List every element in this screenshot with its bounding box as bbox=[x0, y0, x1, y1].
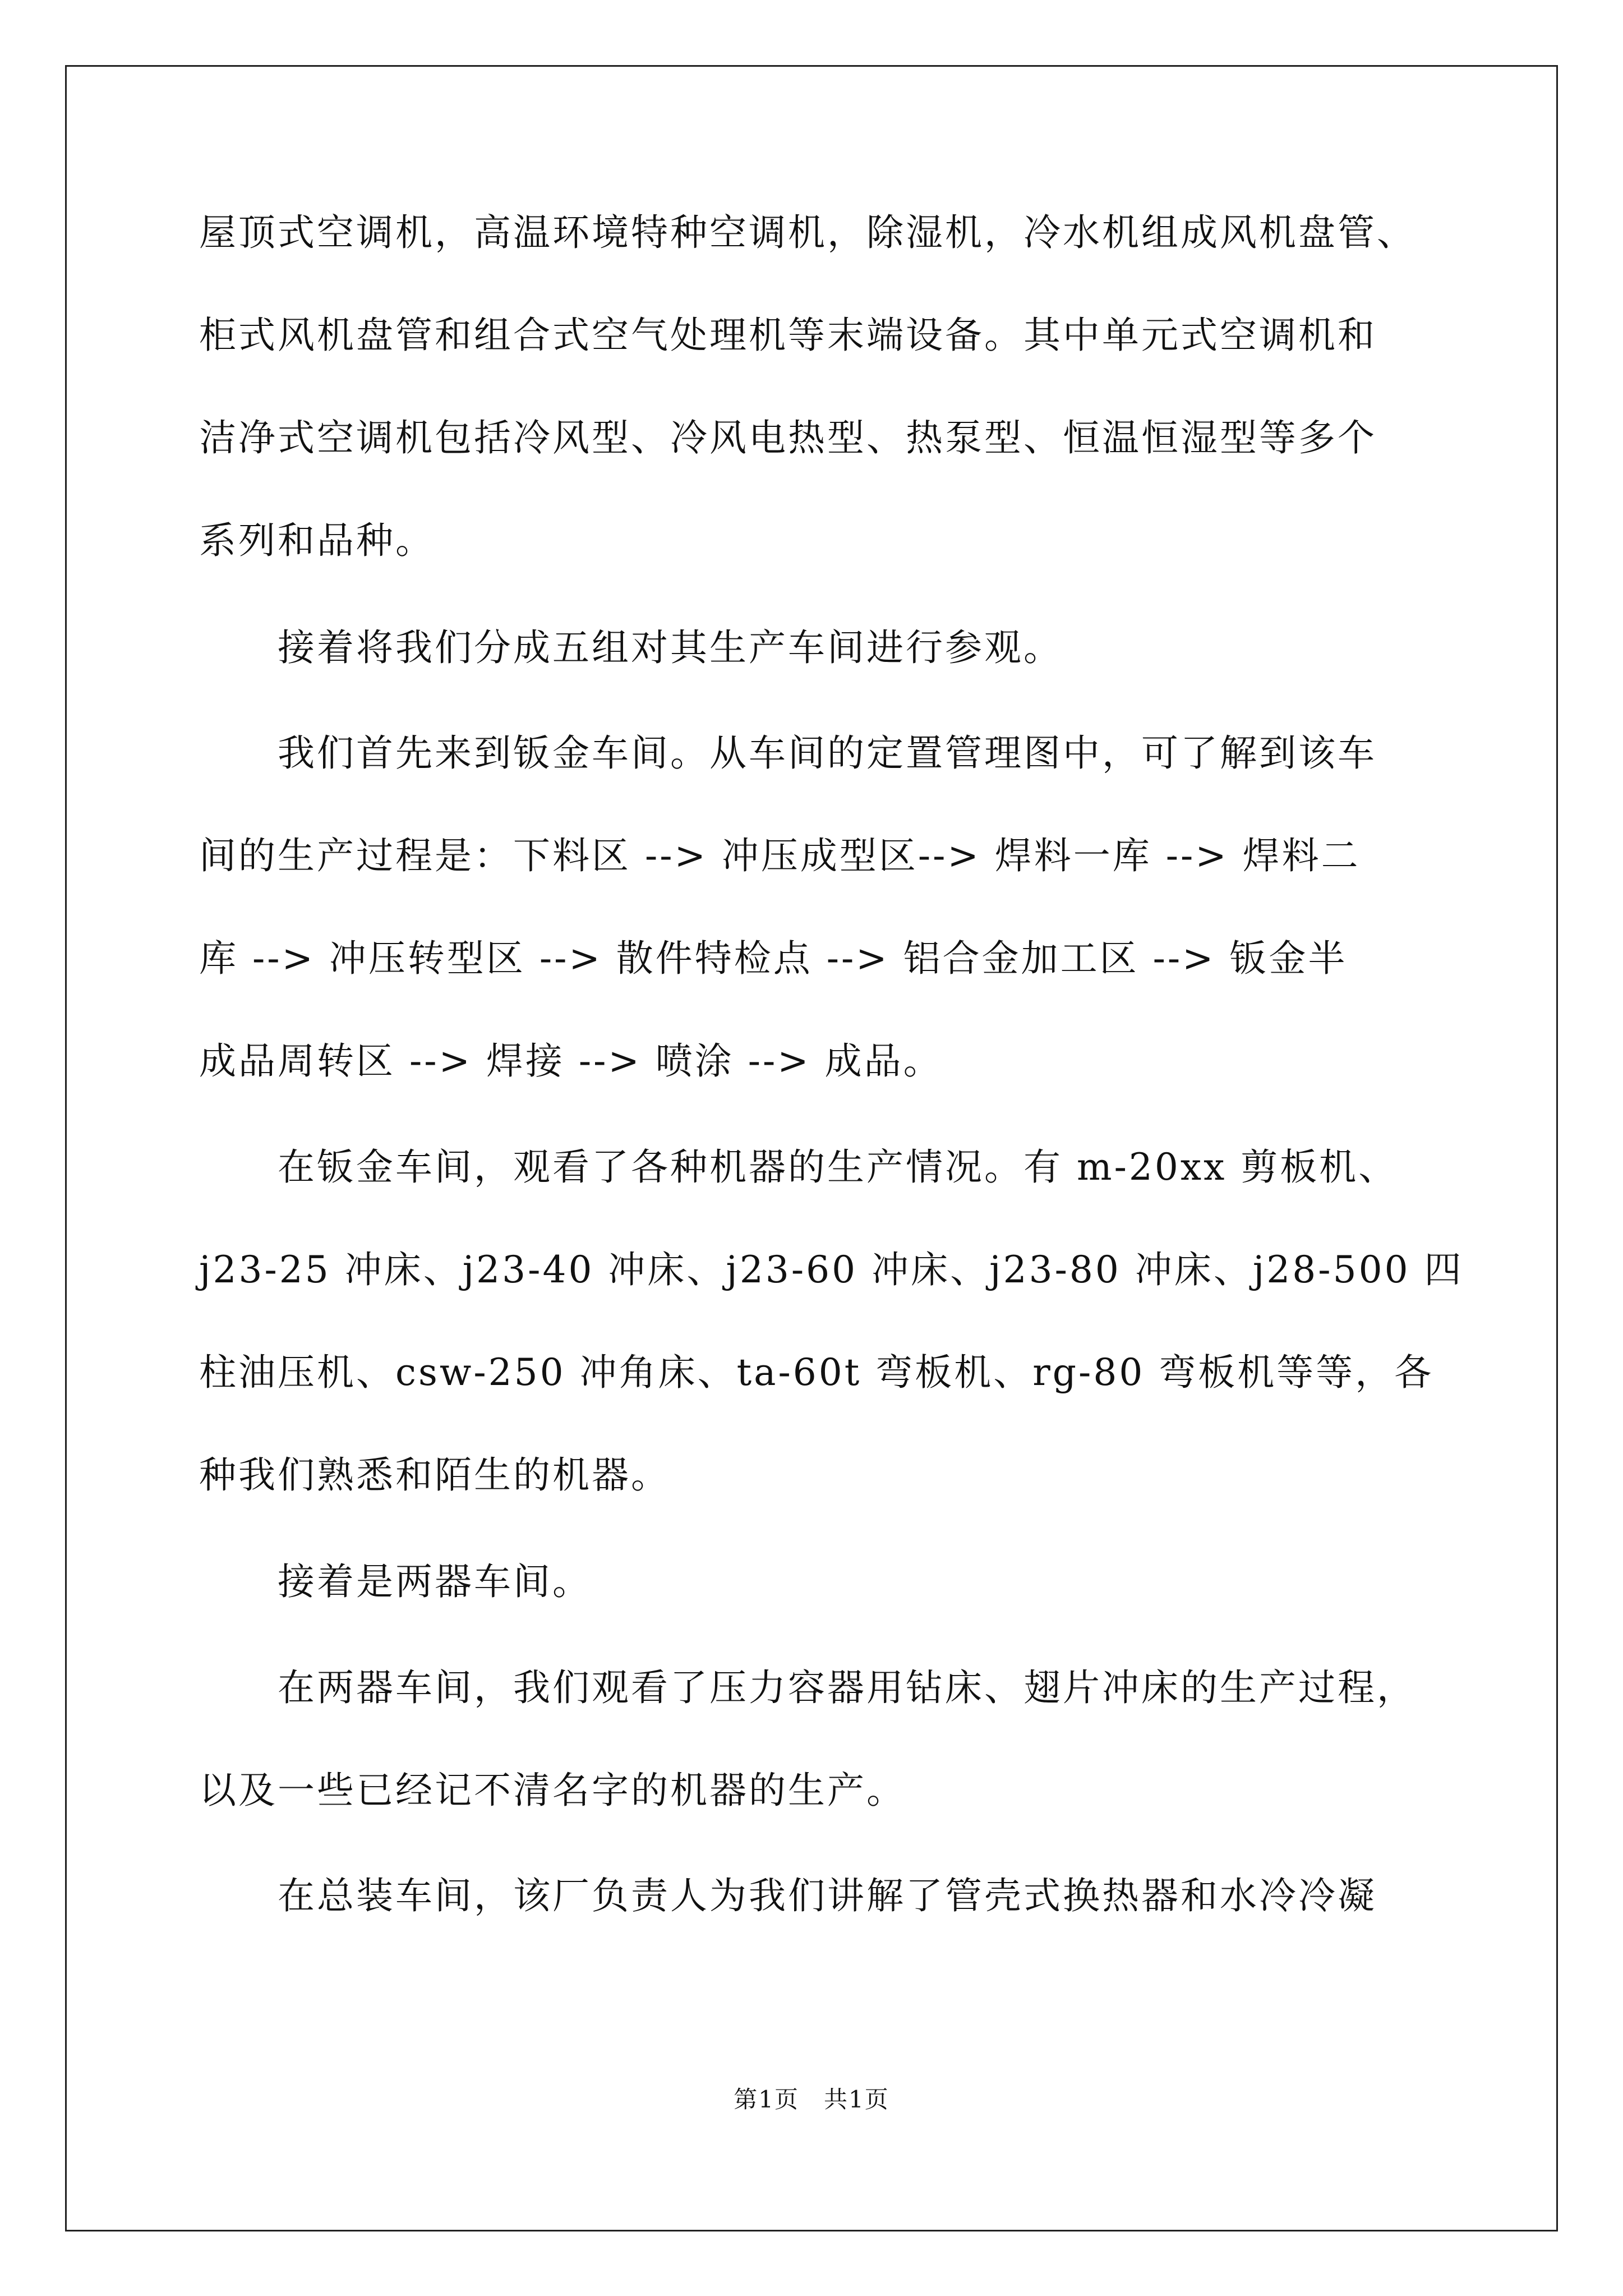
text-line: 洁净式空调机包括冷风型、冷风电热型、热泵型、恒温恒湿型等多个 bbox=[199, 416, 1377, 459]
text-line: 我们首先来到钣金车间。从车间的定置管理图中，可了解到该车 bbox=[199, 731, 1377, 775]
text-line: 在钣金车间，观看了各种机器的生产情况。有 m-20xx 剪板机、 bbox=[199, 1145, 1398, 1189]
text-line: 柜式风机盘管和组合式空气处理机等末端设备。其中单元式空调机和 bbox=[199, 314, 1377, 357]
text-line: 在总装车间，该厂负责人为我们讲解了管壳式换热器和水冷冷凝 bbox=[199, 1874, 1377, 1917]
text-line: j23-25 冲床、j23-40 冲床、j23-60 冲床、j23-80 冲床、j28-500 四 bbox=[199, 1248, 1464, 1291]
text-line: 接着将我们分成五组对其生产车间进行参观。 bbox=[199, 626, 1063, 669]
text-line: 接着是两器车间。 bbox=[199, 1560, 592, 1603]
text-line: 柱油压机、csw-250 冲角床、ta-60t 弯板机、rg-80 弯板机等等，各 bbox=[199, 1351, 1434, 1394]
text-line: 种我们熟悉和陌生的机器。 bbox=[199, 1453, 670, 1497]
text-line: 屋顶式空调机，高温环境特种空调机，除湿机，冷水机组成风机盘管、 bbox=[199, 211, 1416, 254]
text-line: 成品周转区 --> 焊接 --> 喷涂 --> 成品。 bbox=[199, 1039, 943, 1083]
text-line: 系列和品种。 bbox=[199, 519, 435, 562]
text-line: 在两器车间，我们观看了压力容器用钻床、翅片冲床的生产过程， bbox=[199, 1666, 1416, 1709]
text-line: 库 --> 冲压转型区 --> 散件特检点 --> 铝合金加工区 --> 钣金半 bbox=[199, 937, 1348, 980]
page-number-footer: 第1页 共1页 bbox=[734, 2086, 889, 2113]
text-line: 以及一些已经记不清名字的机器的生产。 bbox=[199, 1769, 906, 1812]
text-line: 间的生产过程是：下料区 --> 冲压成型区--> 焊料一库 --> 焊料二 bbox=[199, 834, 1361, 877]
